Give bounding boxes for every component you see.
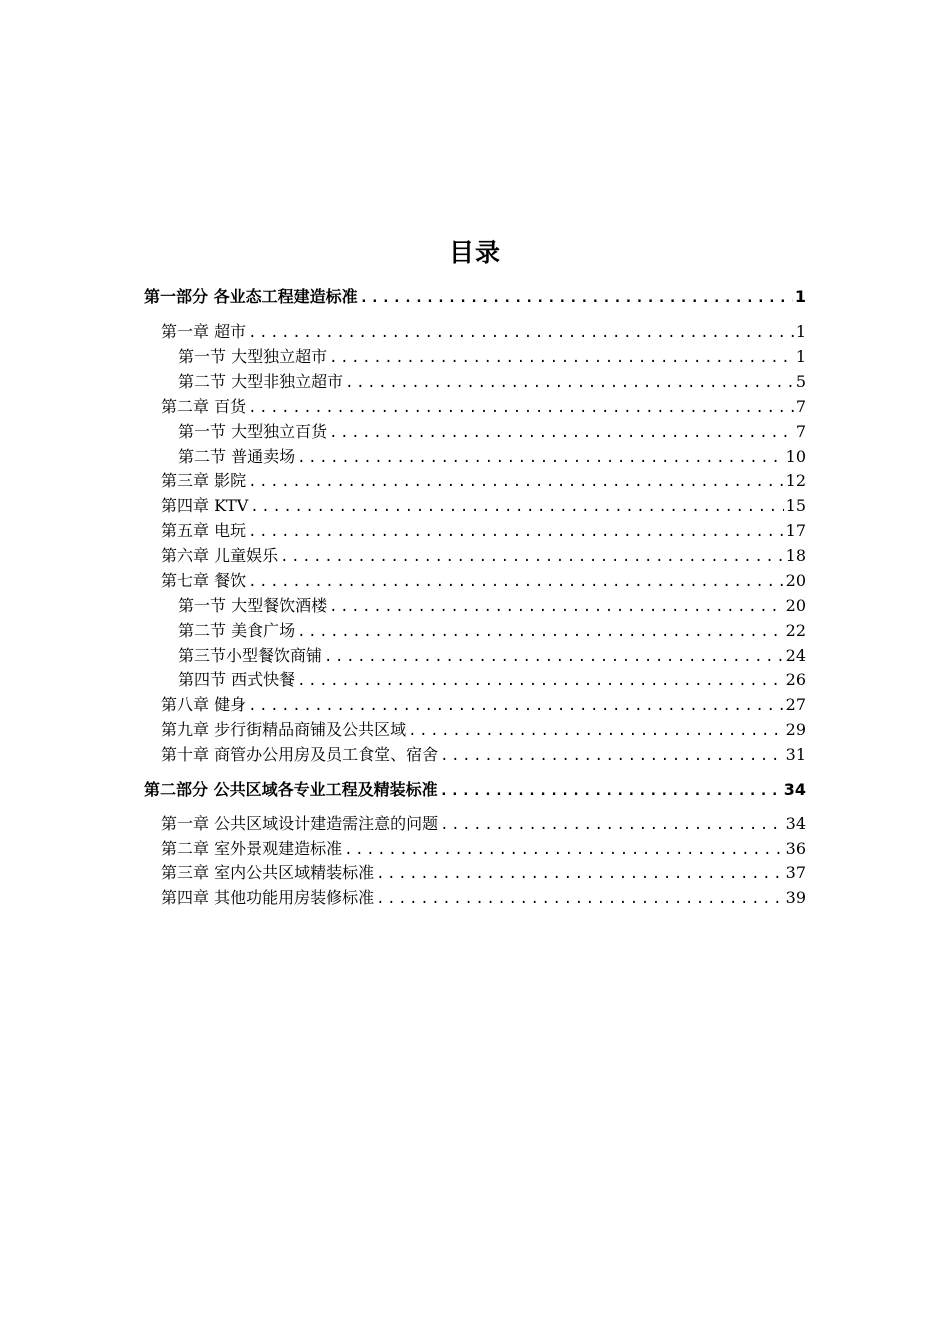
toc-section[interactable] xyxy=(178,620,806,642)
toc-section[interactable] xyxy=(178,371,806,393)
dot-leader xyxy=(324,646,784,668)
toc-entry-label: 第四节 西式快餐 xyxy=(178,670,296,689)
toc-chapter[interactable] xyxy=(161,813,806,835)
toc-chapter[interactable] xyxy=(161,545,806,567)
dot-leader xyxy=(248,695,784,717)
toc-page-number: 39 xyxy=(785,888,806,907)
toc-entry-label: 第一节 大型独立百货 xyxy=(178,422,328,441)
toc-entry-label: 第二节 大型非独立超市 xyxy=(178,372,344,391)
toc-section[interactable] xyxy=(178,346,806,368)
toc-entry-label: 第二节 美食广场 xyxy=(178,621,296,640)
toc-page-number: 1 xyxy=(795,347,806,366)
dot-leader xyxy=(329,347,794,369)
toc-page-number: 34 xyxy=(783,780,806,799)
toc-page-number: 20 xyxy=(785,596,806,615)
dot-leader xyxy=(250,496,783,518)
toc-entry-label: 第十章 商管办公用房及员工食堂、宿舍 xyxy=(161,745,439,764)
toc-entry-label: 第五章 电玩 xyxy=(161,521,247,540)
toc-page-number: 22 xyxy=(785,621,806,640)
toc-entry-label: 第一部分 各业态工程建造标准 xyxy=(144,287,358,306)
toc-entry-label: 第二部分 公共区域各专业工程及精装标准 xyxy=(144,780,438,799)
toc-entry-label: 第一章 超市 xyxy=(161,322,247,341)
toc-page-number: 12 xyxy=(785,471,806,490)
dot-leader xyxy=(248,471,784,493)
toc-page-number: 5 xyxy=(795,372,806,391)
toc-entry-label: 第二章 室外景观建造标准 xyxy=(161,839,343,858)
toc-chapter[interactable] xyxy=(161,396,806,418)
toc-entry-label: 第二章 百货 xyxy=(161,397,247,416)
toc-section[interactable] xyxy=(178,446,806,468)
toc-chapter[interactable] xyxy=(161,719,806,741)
dot-leader xyxy=(248,397,794,419)
toc-page-number: 20 xyxy=(785,571,806,590)
toc-part-2[interactable] xyxy=(144,779,806,801)
toc-entry-label: 第三章 影院 xyxy=(161,471,247,490)
toc-page-number: 1 xyxy=(795,322,806,341)
toc-entry-label: 第四章 其他功能用房装修标准 xyxy=(161,888,375,907)
toc-entry-label: 第一节 大型餐饮酒楼 xyxy=(178,596,328,615)
toc-page-number: 34 xyxy=(785,814,806,833)
toc-page-number: 18 xyxy=(785,546,806,565)
toc-title: 目录 xyxy=(448,238,501,267)
dot-leader xyxy=(344,839,784,861)
toc-section[interactable] xyxy=(178,645,806,667)
toc-chapter[interactable] xyxy=(161,520,806,542)
dot-leader xyxy=(297,447,784,469)
dot-leader xyxy=(440,745,784,767)
toc-page-number: 36 xyxy=(785,839,806,858)
toc-entry-label: 第三章 室内公共区域精装标准 xyxy=(161,863,375,882)
toc-chapter[interactable] xyxy=(161,694,806,716)
toc-page-number: 29 xyxy=(785,720,806,739)
toc-page-number: 7 xyxy=(795,397,806,416)
toc-chapter[interactable] xyxy=(161,838,806,860)
toc-entry-label: 第七章 餐饮 xyxy=(161,571,247,590)
dot-leader xyxy=(360,287,793,309)
toc-page-number: 24 xyxy=(785,646,806,665)
toc-entry-label: 第二节 普通卖场 xyxy=(178,447,296,466)
toc-page-number: 10 xyxy=(785,447,806,466)
toc-entry-label: 第一章 公共区域设计建造需注意的问题 xyxy=(161,814,439,833)
toc-entry-label: 第六章 儿童娱乐 xyxy=(161,546,279,565)
toc-page-number: 15 xyxy=(785,496,806,515)
dot-leader xyxy=(440,780,782,802)
dot-leader xyxy=(297,670,784,692)
toc-page-number: 17 xyxy=(785,521,806,540)
dot-leader xyxy=(280,546,784,568)
toc-chapter[interactable] xyxy=(161,862,806,884)
toc-page-number: 1 xyxy=(794,287,806,306)
toc-section[interactable] xyxy=(178,595,806,617)
dot-leader xyxy=(248,571,784,593)
toc-entry-label: 第九章 步行街精品商铺及公共区域 xyxy=(161,720,407,739)
toc-chapter[interactable] xyxy=(161,744,806,766)
dot-leader xyxy=(408,720,784,742)
dot-leader xyxy=(376,863,784,885)
toc-entry-label: 第一节 大型独立超市 xyxy=(178,347,328,366)
toc-page-number: 31 xyxy=(785,745,806,764)
toc-section[interactable] xyxy=(178,421,806,443)
toc-chapter[interactable] xyxy=(161,570,806,592)
toc-chapter[interactable] xyxy=(161,470,806,492)
dot-leader xyxy=(329,422,794,444)
toc-chapter[interactable] xyxy=(161,495,806,517)
dot-leader xyxy=(345,372,794,394)
toc-chapter[interactable] xyxy=(161,321,806,343)
toc-page-number: 7 xyxy=(795,422,806,441)
dot-leader xyxy=(248,521,784,543)
dot-leader xyxy=(297,621,784,643)
toc-entry-label: 第四章 KTV xyxy=(161,496,249,515)
toc-part-1[interactable] xyxy=(144,286,806,308)
toc-section[interactable] xyxy=(178,669,806,691)
dot-leader xyxy=(248,322,794,344)
toc-entry-label: 第三节小型餐饮商铺 xyxy=(178,646,323,665)
toc-entry-label: 第八章 健身 xyxy=(161,695,247,714)
toc-page-number: 37 xyxy=(785,863,806,882)
toc-page-number: 26 xyxy=(785,670,806,689)
dot-leader xyxy=(440,814,784,836)
dot-leader xyxy=(376,888,784,910)
dot-leader xyxy=(329,596,784,618)
toc-page-number: 27 xyxy=(785,695,806,714)
toc-chapter[interactable] xyxy=(161,887,806,909)
